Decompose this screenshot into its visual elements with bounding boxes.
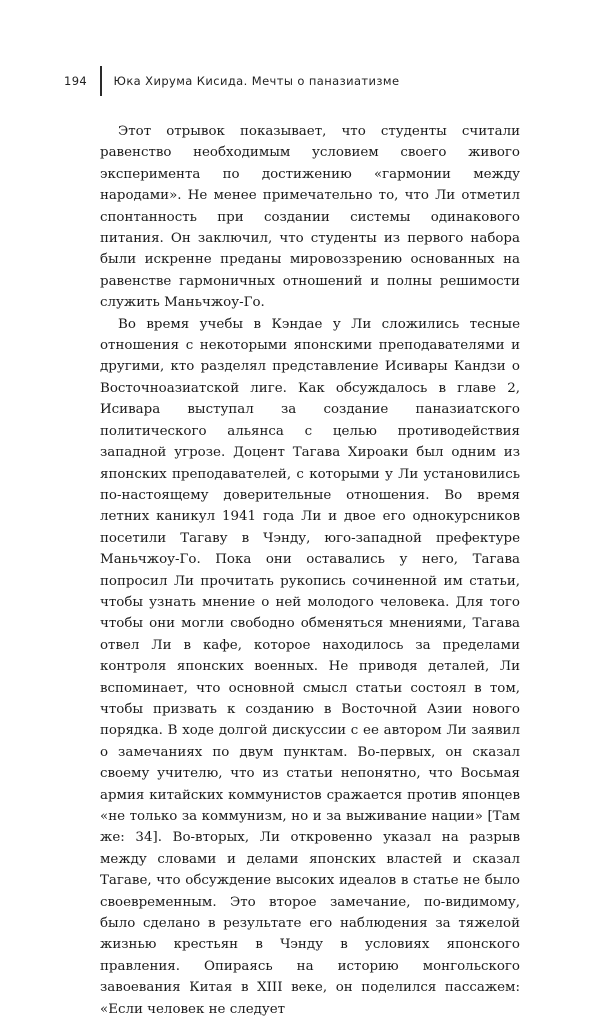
paragraph-1: Этот отрывок показывает, что студенты считали равенство необходимым условием своего живого эксперимента по достижению «гармонии между народами». Не менее примечательно то, что Ли отметил спонтанность при создании системы одинакового питания. Он заключил, что студенты из первого набора были искренне преданы мировоззрению основанных на равенстве гармоничных отношений и полны решимости служить Маньчжоу-Го. [100,124,520,311]
body-text [100,121,520,1020]
header-divider [100,66,102,96]
page-number: 194 [64,74,88,88]
paragraph-2: Во время учебы в Кэндае у Ли сложились тесные отношения с некоторыми японскими преподавателями и другими, кто разделял представление Исивары Кандзи о Восточноазиатской лиге. Как обсуждалось в главе 2, Исивара выступал за создание паназиатского политического альянса с целью противодействия западной угрозе. Доцент Тагава Хироаки был одним из японских преподавателей, с которыми у Ли установились по-настоящему доверительные отношения. Во время летних каникул 1941 года Ли и двое его однокурсников посетили Тагаву в Чэнду, юго-западной префектуре Маньчжоу-Го. Пока они оставались у него, Тагава попросил Ли прочитать рукопись сочиненной им статьи, чтобы узнать мнение о ней молодого человека. Для того чтобы они могли свободно обменяться мнениями, Тагава отвел Ли в кафе, которое находилось за пределами контроля японских военных. Не приводя деталей, Ли вспоминает, что основной смысл статьи состоял в том, чтобы призвать к созданию в Восточной Азии нового порядка. В ходе долгой дискуссии с ее автором Ли заявил о замечаниях по двум пунктам. Во-первых, он сказал своему учителю, что из статьи непонятно, что Восьмая армия китайских коммунистов сражается против японцев «не только за коммунизм, но и за выживание нации» [Там же: 34]. Во-вторых, Ли откровенно указал на разрыв между словами и делами японских властей и сказал Тагаве, что обсуждение высоких идеалов в статье не было своевременным. Это второе замечание, по-видимому, было сделано в результате его наблюдения за тяжелой жизнью крестьян в Чэнду в условиях японского правления. Опираясь на историю монгольского завоевания Китая в XIII веке, он поделился пассажем: «Если человек не следует [100,316,520,1017]
running-title: Юка Хирума Кисида. Мечты о паназиатизме [113,74,400,88]
running-header [64,66,399,96]
